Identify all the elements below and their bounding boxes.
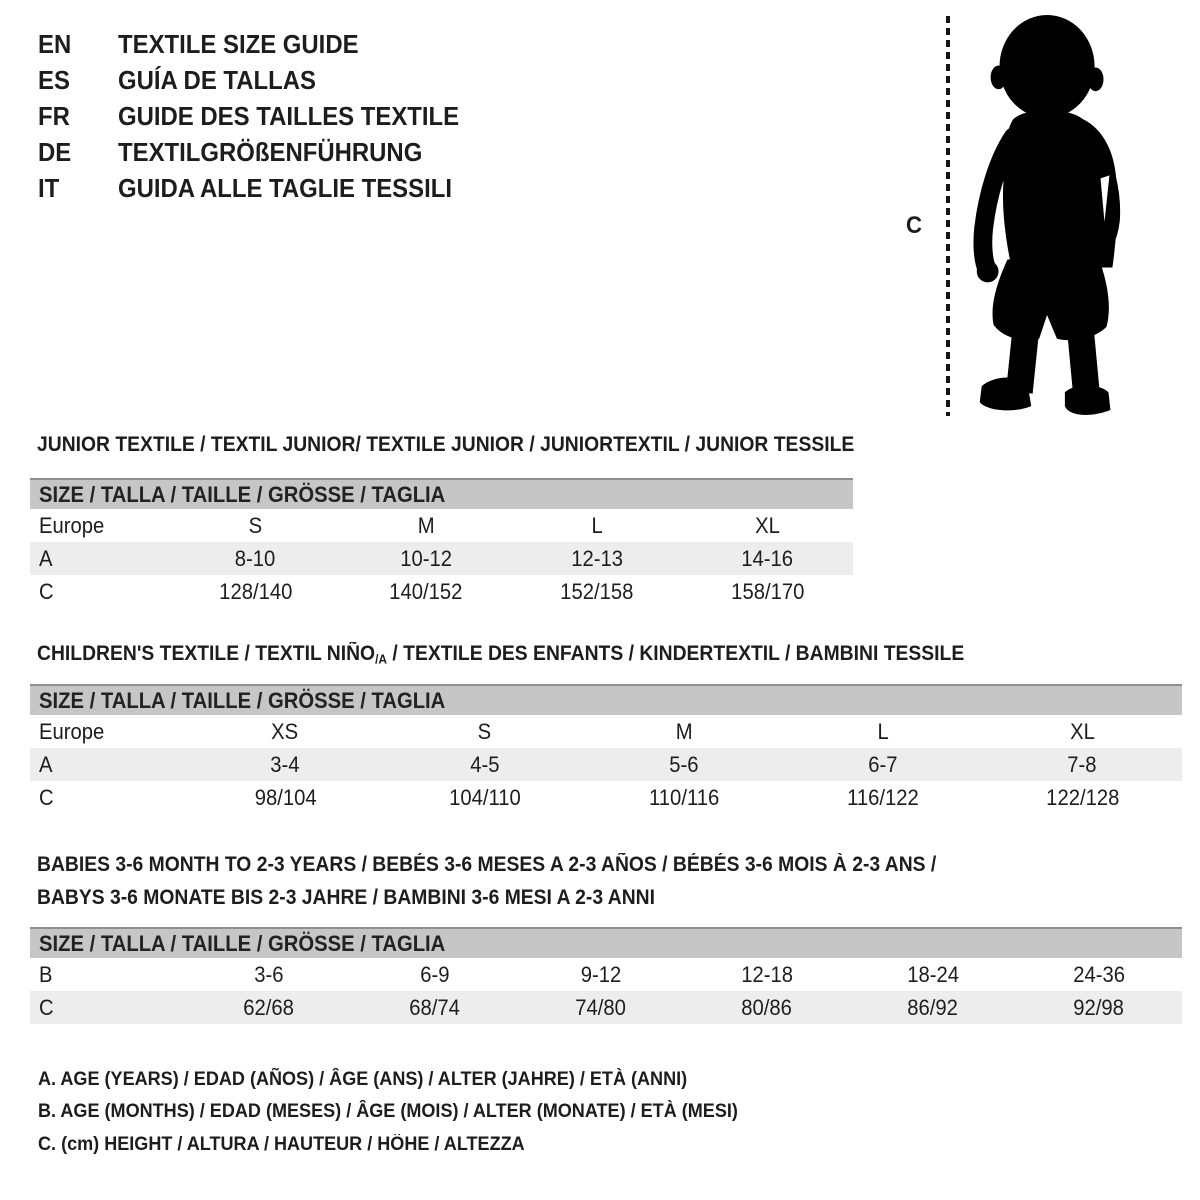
guide-title: GUIDA ALLE TAGLIE TESSILI	[118, 173, 453, 203]
size-value-cell: 92/98	[1073, 994, 1125, 1020]
children-section-title: CHILDREN'S TEXTILE / TEXTIL $NIÑO_{/A}$ / TEXTILE DES ENFANTS / KINDERTEXTIL / BAMBINI TESSILE	[37, 642, 965, 667]
size-value-cell: 104/110	[448, 784, 521, 810]
table-row	[30, 958, 1182, 991]
babies-section-title-line2: BABYS 3-6 MONATE BIS 2-3 JAHRE / BAMBINI 3-6 MESI A 2-3 ANNI	[37, 886, 655, 909]
row-label-cell: Europe	[39, 718, 105, 744]
babies-size-table	[30, 927, 1182, 1024]
table-row	[30, 991, 1182, 1024]
height-dashed-line	[946, 16, 950, 416]
table-row	[30, 575, 853, 608]
size-value-cell: 12-18	[740, 961, 793, 987]
size-value-cell: M	[417, 512, 435, 538]
size-value-cell: 5-6	[669, 751, 699, 777]
language-row-de	[38, 134, 489, 170]
language-row-en	[38, 26, 489, 62]
guide-title: GUÍA DE TALLAS	[118, 65, 317, 95]
language-row-it	[38, 170, 489, 206]
legend	[38, 1064, 775, 1161]
toddler-silhouette-icon	[966, 12, 1140, 416]
size-value-cell: 86/92	[907, 994, 959, 1020]
legend-line-c: C. (cm) HEIGHT / ALTURA / HAUTEUR / HÖHE / ALTEZZA	[38, 1133, 525, 1155]
legend-line-a: A. AGE (YEARS) / EDAD (AÑOS) / ÂGE (ANS) / ALTER (JAHRE) / ETÀ (ANNI)	[38, 1069, 688, 1090]
legend-line-b: B. AGE (MONTHS) / EDAD (MESES) / ÂGE (MOIS) / ALTER (MONATE) / ETÀ (MESI)	[38, 1101, 738, 1123]
language-code: ES	[38, 65, 70, 95]
height-marker-label: C	[906, 212, 922, 239]
size-value-cell: 6-9	[420, 961, 450, 987]
row-label-cell: C	[39, 994, 54, 1020]
size-value-cell: 116/122	[847, 784, 919, 810]
size-value-cell: XS	[271, 718, 299, 744]
size-value-cell: 122/128	[1045, 784, 1119, 810]
language-title-list	[38, 26, 489, 206]
children-size-table	[30, 684, 1182, 814]
size-value-cell: 158/170	[731, 578, 805, 604]
size-value-cell: 7-8	[1067, 751, 1097, 777]
size-value-cell: XL	[755, 512, 780, 538]
size-value-cell: 98/104	[254, 784, 317, 810]
size-value-cell: 152/158	[560, 578, 634, 604]
language-code: DE	[38, 137, 72, 167]
nino-a-subscript: /A	[375, 651, 388, 667]
size-value-cell: 3-6	[253, 961, 284, 987]
size-value-cell: 10-12	[400, 545, 452, 571]
size-value-cell: 68/74	[409, 994, 460, 1020]
language-row-fr	[38, 98, 489, 134]
table-row	[30, 542, 853, 575]
size-value-cell: 80/86	[741, 994, 793, 1020]
junior-section-title: JUNIOR TEXTILE / TEXTIL JUNIOR/ TEXTILE JUNIOR / JUNIORTEXTIL / JUNIOR TESSILE	[37, 433, 855, 456]
size-value-cell: XL	[1069, 718, 1095, 744]
size-value-cell: S	[477, 718, 492, 744]
size-value-cell: 12-13	[570, 545, 623, 571]
size-table-header: SIZE / TALLA / TAILLE / GRÖSSE / TAGLIA	[30, 684, 1182, 715]
size-value-cell: 62/68	[243, 994, 294, 1020]
size-value-cell: 140/152	[389, 578, 463, 604]
size-value-cell: 14-16	[741, 545, 794, 571]
row-label-cell: C	[39, 784, 54, 810]
junior-size-table	[30, 478, 853, 608]
language-code: FR	[38, 101, 70, 131]
size-value-cell: L	[591, 512, 603, 538]
guide-title: TEXTILGRÖßENFÜHRUNG	[118, 137, 423, 167]
guide-title: GUIDE DES TAILLES TEXTILE	[118, 101, 460, 131]
size-value-cell: L	[877, 718, 889, 744]
size-value-cell: 8-10	[235, 545, 276, 571]
language-row-es	[38, 62, 489, 98]
size-value-cell: 18-24	[906, 961, 959, 987]
guide-title: TEXTILE SIZE GUIDE	[118, 29, 359, 59]
language-code: EN	[38, 29, 72, 59]
row-label-cell: Europe	[39, 512, 105, 538]
size-value-cell: 4-5	[469, 751, 500, 777]
table-row	[30, 509, 853, 542]
size-value-cell: 6-7	[868, 751, 898, 777]
language-code: IT	[38, 173, 60, 203]
size-table-header: SIZE / TALLA / TAILLE / GRÖSSE / TAGLIA	[30, 927, 1182, 958]
row-label-cell: A	[39, 751, 53, 777]
size-value-cell: 9-12	[580, 961, 621, 987]
row-label-cell: A	[39, 545, 53, 571]
babies-section-title-line1: BABIES 3-6 MONTH TO 2-3 YEARS / BEBÉS 3-6 MESES A 2-3 AÑOS / BÉBÉS 3-6 MOIS À 2-3 ANS /	[37, 853, 937, 876]
size-table-header: SIZE / TALLA / TAILLE / GRÖSSE / TAGLIA	[30, 478, 853, 509]
size-value-cell: S	[248, 512, 263, 538]
table-row	[30, 748, 1182, 781]
row-label-cell: B	[39, 961, 53, 987]
size-value-cell: 3-4	[270, 751, 300, 777]
size-value-cell: 128/140	[218, 578, 292, 604]
size-value-cell: 110/116	[648, 784, 719, 810]
size-value-cell: M	[675, 718, 693, 744]
size-value-cell: 74/80	[575, 994, 627, 1020]
row-label-cell: C	[39, 578, 54, 604]
table-row	[30, 781, 1182, 814]
size-value-cell: 24-36	[1073, 961, 1125, 987]
table-row	[30, 715, 1182, 748]
